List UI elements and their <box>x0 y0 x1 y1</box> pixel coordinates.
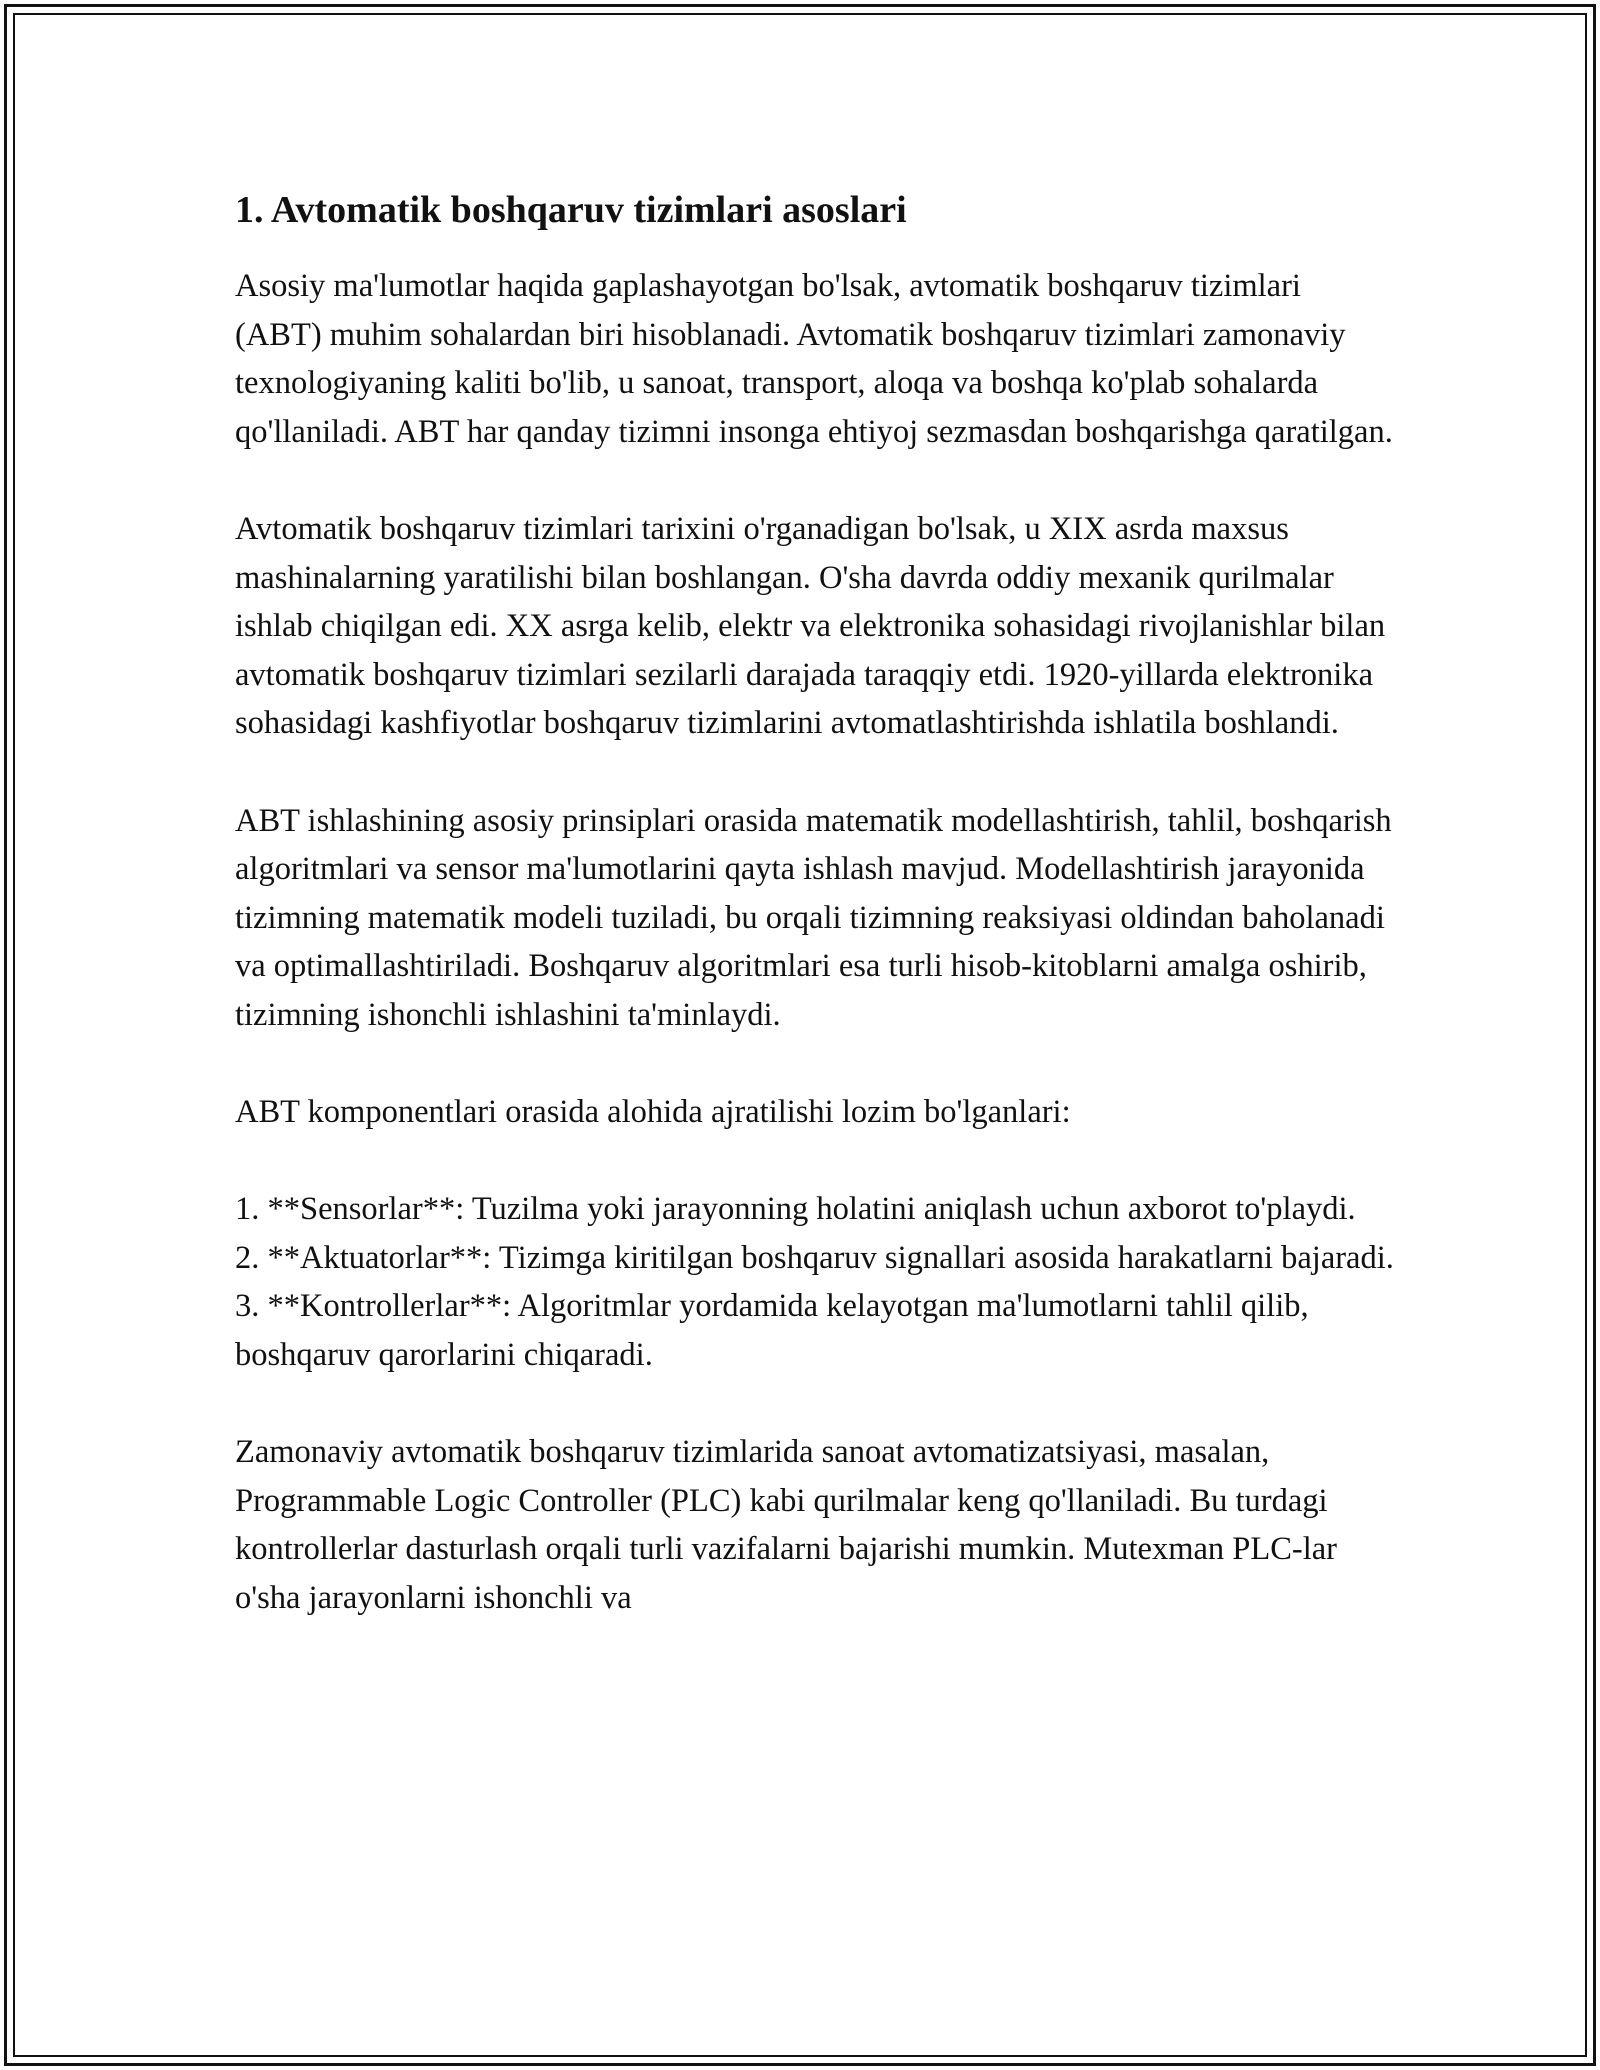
paragraph-history: Avtomatik boshqaruv tizimlari tarixini o'rganadigan bo'lsak, u XIX asrda maxsus mashinalarning yaratilishi bilan boshlangan. O'sha davrda oddiy mexanik qurilmalar ishlab chiqilgan edi. XX asrga kelib, elektr va elektronika sohasidagi rivojlanishlar bilan avtomatik boshqaruv tizimlari sezilarli darajada taraqqiy etdi. 1920-yillarda elektronika sohasidagi kashfiyotlar boshqaruv tizimlarini avtomatlashtirishda ishlatila boshlandi. <box>235 510 1394 742</box>
paragraph-plc: Zamonaviy avtomatik boshqaruv tizimlarida sanoat avtomatizatsiyasi, masalan, Programmable Logic Controller (PLC) kabi qurilmalar keng qo'llaniladi. Bu turdagi kontrollerlar dasturlash orqali turli vazifalarni bajarishi mumkin. Mutexman PLC-lar o'sha jarayonlarni ishonchli va <box>235 1434 1346 1617</box>
paragraph-spacer <box>235 456 1395 505</box>
paragraph-spacer <box>235 1137 1395 1186</box>
list-item-sensors: 1. **Sensorlar**: Tuzilma yoki jarayonning holatini aniqlash uchun axborot to'playdi. <box>235 1191 1356 1228</box>
paragraph-spacer <box>235 1380 1395 1429</box>
list-item-actuators: 2. **Aktuatorlar**: Tizimga kiritilgan boshqaruv signallari asosida harakatlarni bajaradi. <box>235 1239 1394 1276</box>
paragraph-principles: ABT ishlashining asosiy prinsiplari orasida matematik modellashtirish, tahlil, boshqarish algoritmlari va sensor ma'lumotlarini qayta ishlash mavjud. Modellashtirish jarayonida tizimning matematik modeli tuziladi, bu orqali tizimning reaksiyasi oldindan baholanadi va optimallashtiriladi. Boshqaruv algoritmlari esa turli hisob-kitoblarni amalga oshirib, tizimning ishonchli ishlashini ta'minlaydi. <box>235 802 1400 1033</box>
list-item-controllers: 3. **Kontrollerlar**: Algoritmlar yordamida kelayotgan ma'lumotlarni tahlil qilib, boshqaruv qarorlarini chiqaradi. <box>235 1288 1317 1374</box>
paragraph-introduction: Asosiy ma'lumotlar haqida gaplashayotgan bo'lsak, avtomatik boshqaruv tizimlari (ABT) muhim sohalardan biri hisoblanadi. Avtomatik boshqaruv tizimlari zamonaviy texnologiyaning kaliti bo'lib, u sanoat, transport, aloqa va boshqa ko'plab sohalarda qo'llaniladi. ABT har qanday tizimni insonga ehtiyoj sezmasdan boshqarishga qaratilgan. <box>235 268 1393 450</box>
paragraph-spacer <box>235 748 1395 797</box>
paragraph-spacer <box>235 1040 1395 1089</box>
section-heading: 1. Avtomatik boshqaruv tizimlari asoslari <box>235 189 907 231</box>
document-body <box>235 182 1400 1623</box>
paragraph-components-intro: ABT komponentlari orasida alohida ajratilishi lozim bo'lganlari: <box>235 1094 1071 1131</box>
